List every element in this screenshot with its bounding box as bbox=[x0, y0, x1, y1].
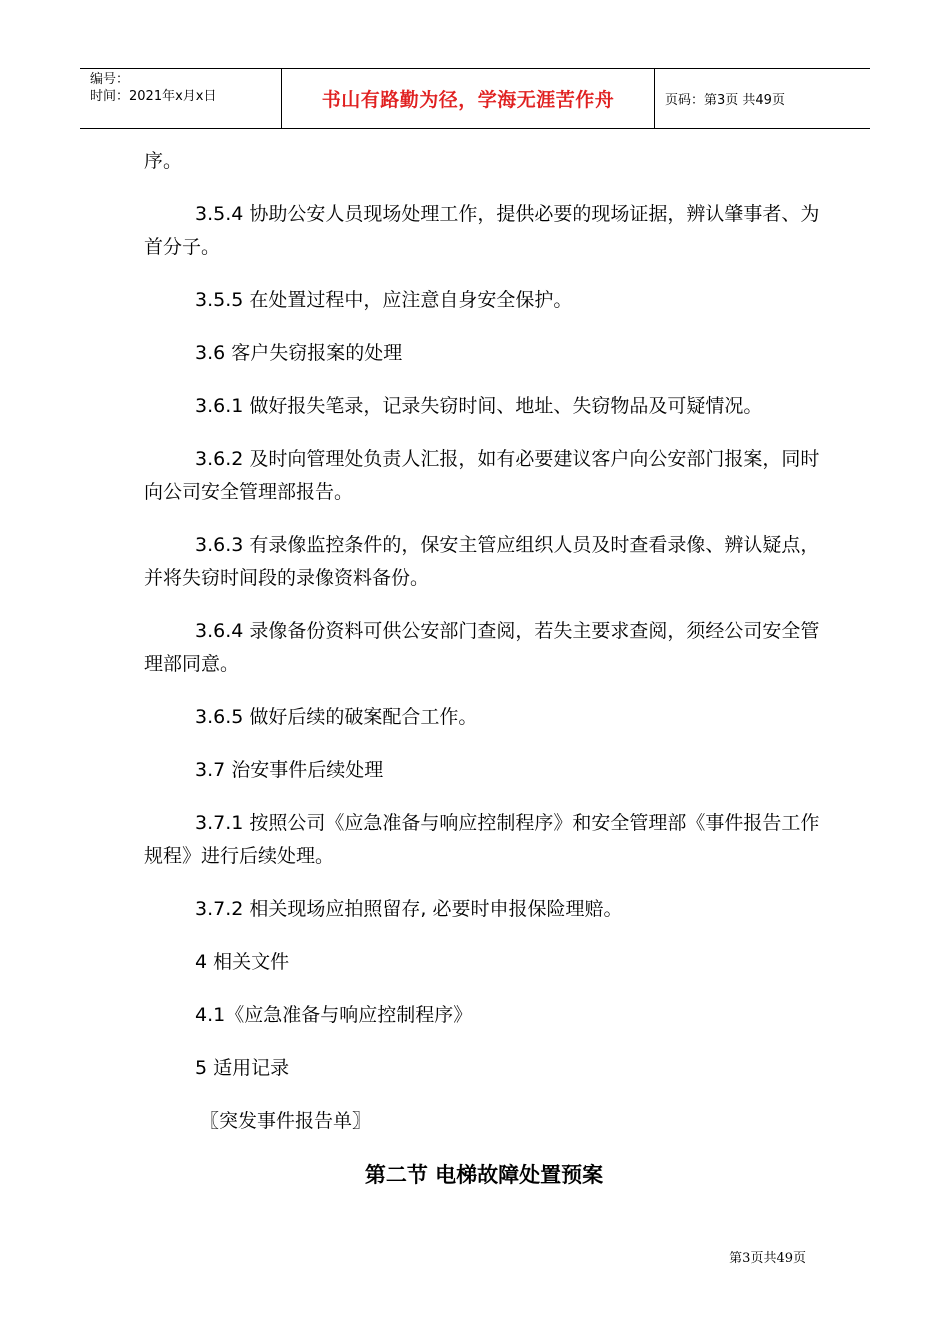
paragraph: 3.6.3 有录像监控条件的，保安主管应组织人员及时查看录像、辨认疑点，并将失窃时间段的录像资料备份。 bbox=[144, 534, 820, 589]
paragraph: 4.1《应急准备与响应控制程序》 bbox=[195, 1004, 473, 1026]
header-motto: 书山有路勤为径，学海无涯苦作舟 bbox=[282, 69, 655, 128]
paragraph: 3.6.1 做好报失笔录，记录失窃时间、地址、失窃物品及可疑情况。 bbox=[195, 395, 763, 417]
page-footer: 第3页共49页 bbox=[729, 1251, 806, 1266]
page-header bbox=[80, 68, 870, 129]
number-label: 编号： bbox=[90, 72, 130, 87]
paragraph: 3.6.4 录像备份资料可供公安部门查阅，若失主要求查阅，须经公司安全管理部同意。 bbox=[144, 620, 820, 675]
paragraph: 3.7.1 按照公司《应急准备与响应控制程序》和安全管理部《事件报告工作规程》进行后续处理。 bbox=[144, 812, 820, 867]
paragraph: 3.5.5 在处置过程中，应注意自身安全保护。 bbox=[195, 289, 573, 311]
time-label: 时间：2021年x月x日 bbox=[90, 89, 217, 104]
document-body bbox=[144, 145, 824, 1191]
heading-4: 4 相关文件 bbox=[195, 951, 290, 973]
paragraph: 3.5.4 协助公安人员现场处理工作，提供必要的现场证据，辨认肇事者、为首分子。 bbox=[144, 203, 820, 258]
header-page-label: 页码：第3页 共49页 bbox=[665, 93, 785, 108]
heading-3-7: 3.7 治安事件后续处理 bbox=[195, 759, 384, 781]
paragraph: 序。 bbox=[144, 150, 183, 172]
paragraph: 3.6.2 及时向管理处负责人汇报，如有必要建议客户向公安部门报案，同时向公司安全管理部报告。 bbox=[144, 448, 820, 503]
section-title: 第二节 电梯故障处置预案 bbox=[364, 1162, 604, 1187]
paragraph: 〖突发事件报告单〗 bbox=[200, 1110, 372, 1132]
heading-3-6: 3.6 客户失窃报案的处理 bbox=[195, 342, 403, 364]
paragraph: 3.6.5 做好后续的破案配合工作。 bbox=[195, 706, 478, 728]
paragraph: 3.7.2 相关现场应拍照留存, 必要时申报保险理赔。 bbox=[195, 898, 623, 920]
header-meta-cell bbox=[80, 69, 282, 128]
heading-5: 5 适用记录 bbox=[195, 1057, 290, 1079]
